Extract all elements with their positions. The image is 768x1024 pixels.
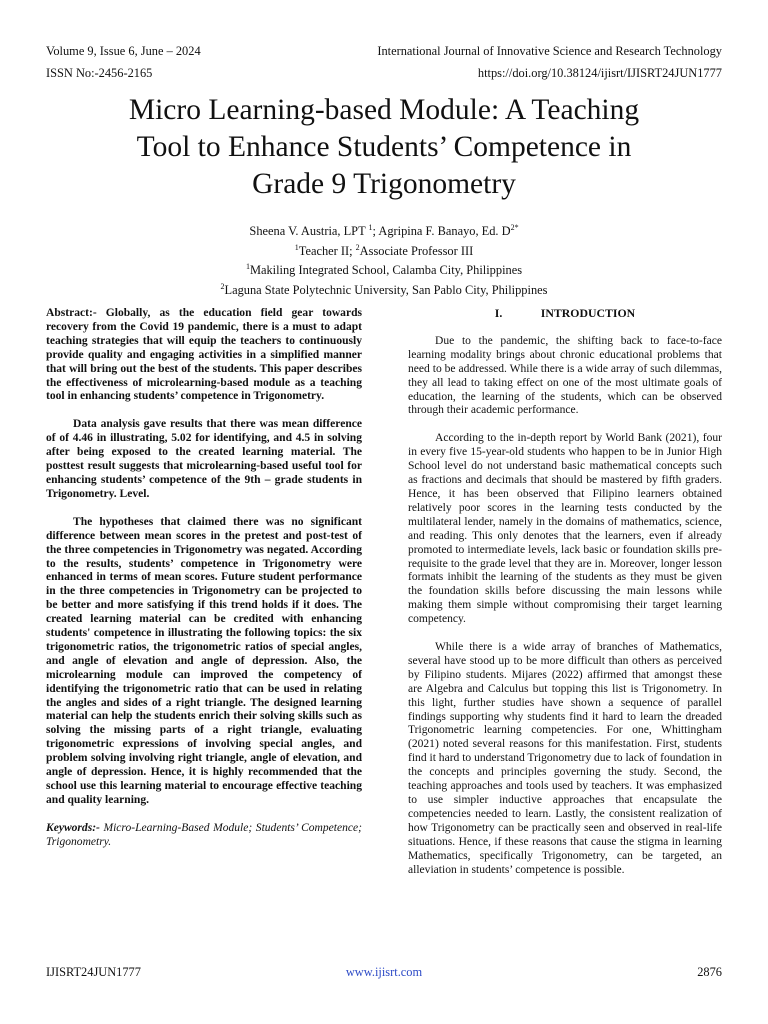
- title-line-2: Tool to Enhance Students’ Competence in: [136, 131, 632, 163]
- running-header-bottom: [46, 66, 722, 81]
- abstract-paragraph-3: The hypotheses that claimed there was no significant difference between mean scores in the pretest and post-test of the three competencies in Trigonometry was negated. According to the results, students’ competence in Trigonometry were enhanced in terms of mean scores. Future student performance in the three competencies in Trigonometry can be projected to be better and more satisfying if this trend holds if it does. The created learning material can be credited with enhancing students' competence in illustrating the following topics: the six trigonometric ratios, the trigonometric ratios of special angles, and angle of elevation and angle of depression. Also, the microlearning module can improved the competency of identifying the trigonometric ratio that can be used in relating the angles and sides of a right triangle. The designed learning material can help the students enrich their solving skills such as solving the missing parts of a right triangle, evaluating trigonometric expressions of involving special angles, and problem solving involving right triangle, angle of elevation, and angle of depression. Hence, it is highly recommended that the school use this learning material to encourage effective teaching and quality learning.: [46, 515, 362, 806]
- issn: ISSN No:-2456-2165: [46, 66, 153, 80]
- abstract-paragraph-2: Data analysis gave results that there was mean difference of of 4.46 in illustrating, 5.02 for identifying, and 4.5 in solving after being exposed to the created learning material. The posttest result suggests that microlearning-based useful tool for enhancing students’ competence of the 9th – grade students in Trigonometry. Level.: [46, 418, 362, 500]
- title-line-1: Micro Learning-based Module: A Teaching: [128, 94, 640, 126]
- doi-link[interactable]: https://doi.org/10.38124/ijisrt/IJISRT24JUN1777: [477, 66, 722, 80]
- title-line-3: Grade 9 Trigonometry: [252, 168, 516, 200]
- affiliation-2: $^2$Laguna State Polytechnic University, San Pablo City, Philippines: [220, 281, 548, 297]
- journal-name: International Journal of Innovative Science and Research Technology: [377, 44, 722, 58]
- running-header-top: [46, 44, 722, 59]
- intro-paragraph-2: According to the in-depth report by World Bank (2021), four in every five 15-year-old students who happen to be in Junior High School level do not understand basic mathematical concepts such as fractions and decimals that should be mastered by fifth graders. Hence, it has been observed that Filipino learners obtained relatively poor scores in the learning tests conducted by the multilateral lender, namely in the domains of mathematics, science, and reading. This only denotes that the learners, even if already promoted to intermediate levels, lack basic or foundation skills pre-requisite to the grade level that they are in. Moreover, longer lesson formats inhibit the learning of the students as they must be given the foundation skills before discussing the main lessons while making them simple without compromising their target learning competency.: [408, 432, 722, 626]
- intro-paragraph-3: While there is a wide array of branches of Mathematics, several have stood up to be more difficult than others as perceived by Filipino students. Mijares (2022) affirmed that amongst these are Algebra and Calculus but topping this list is Trigonometry. In this light, further studies have shown a sequence of parallel findings supporting why students find it hard to learn the dreaded Trigonometric learning competencies. For one, Whittingham (2021) noted several reasons for this manifestation. First, students find it hard to understand Trigonometry due to lack of foundation in the concepts and principles governing the study. Second, the teaching approaches and tools used by teachers. It was emphasized to use simpler inductive approaches that encapsulate the competencies needed to learn. Lastly, the consistent realization of how Trigonometry can be practically seen and observed in real-life situations. Hence, if these reasons that cause the stigma in learning Mathematics, specifically Trigonometry, can be targeted, an alleviation in students’ competence is possible.: [408, 641, 722, 876]
- author-block: [60, 220, 708, 299]
- author-names: Sheena V. Austria, LPT $^1$; Agripina F. Banayo, Ed. $D^{2*}$: [249, 223, 519, 239]
- introduction-column: [408, 307, 722, 891]
- keywords-text: Micro-Learning-Based Module; Students’ Competence; Trigonometry.: [46, 821, 362, 848]
- paper-title: [60, 92, 708, 203]
- abstract-column: [46, 307, 362, 864]
- keywords-label: Keywords:-: [46, 821, 100, 834]
- affiliation-1: $^1$Makiling Integrated School, Calamba City, Philippines: [245, 262, 523, 278]
- paper-id: IJISRT24JUN1777: [46, 965, 141, 979]
- author-roles: $^1$Teacher II; $^2$Associate Professor III: [294, 242, 474, 258]
- section-number: I.: [494, 306, 503, 320]
- keywords: [46, 822, 362, 850]
- page-number: 2876: [697, 965, 722, 979]
- abstract-paragraph-1: Abstract:- Globally, as the education field gear towards recovery from the Covid 19 pandemic, there is a must to adapt teaching strategies that will equip the teachers to continuously provide quality and engaging activities in a simplified manner that will bring out the best of the students. This paper describes the effectiveness of microlearning-based module as a teaching tool in enhancing students’ competence in Trigonometry.: [46, 307, 362, 403]
- volume-info: Volume 9, Issue 6, June – 2024: [46, 44, 201, 58]
- website-link[interactable]: www.ijisrt.com: [345, 965, 423, 979]
- intro-paragraph-1: Due to the pandemic, the shifting back to face-to-face learning modality brings about chronic educational problems that need to be addressed. While there is a wide array of such dilemmas, they all lead to taking effect on one of the most ultimate goals of education, the learning of the students, which can be observed through their academic performance.: [408, 334, 722, 417]
- section-title: INTRODUCTION: [540, 306, 636, 320]
- section-heading: [408, 307, 722, 321]
